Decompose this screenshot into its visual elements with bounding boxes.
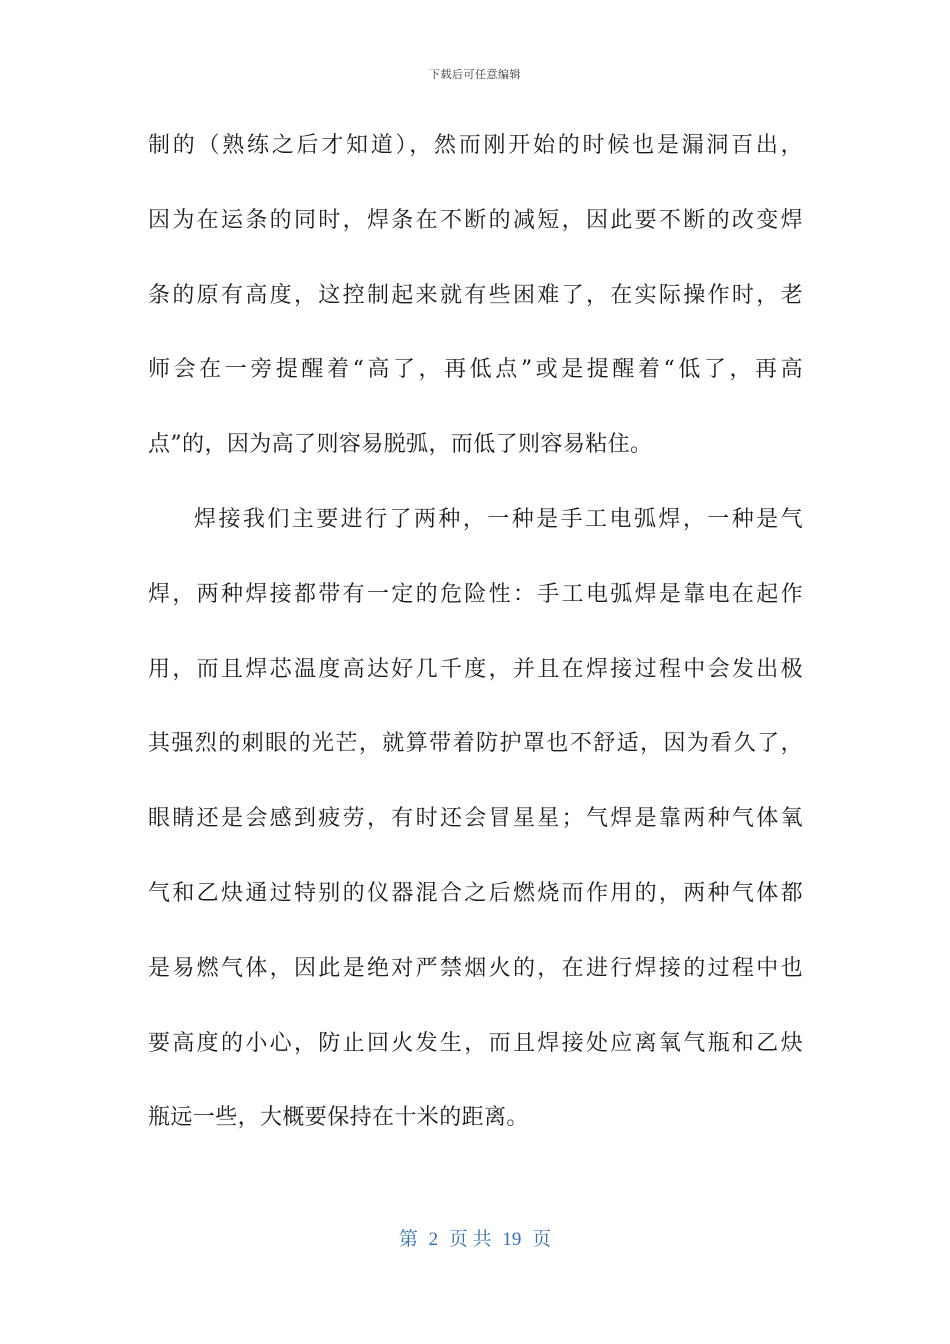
footer-middle: 页 共 bbox=[448, 1229, 492, 1250]
footer-prefix: 第 bbox=[398, 1229, 418, 1250]
text-line: 瓶远一些，大概要保持在十米的距离。 bbox=[148, 1105, 529, 1131]
current-page-number: 2 bbox=[428, 1229, 439, 1250]
text-line: 条的原有高度，这控制起来就有些困难了，在实际操作时，老 bbox=[148, 282, 803, 308]
paragraph-first-line: 焊接我们主要进行了两种，一种是手工电弧焊，一种是气 bbox=[194, 506, 803, 532]
text-line: 师会在一旁提醒着“高了，再低点”或是提醒着“低了，再高 bbox=[148, 357, 803, 383]
total-pages-number: 19 bbox=[502, 1229, 522, 1250]
text-line: 用，而且焊芯温度高达好几千度，并且在焊接过程中会发出极 bbox=[148, 656, 803, 682]
text-line: 焊，两种焊接都带有一定的危险性：手工电弧焊是靠电在起作 bbox=[148, 581, 803, 607]
footer-suffix: 页 bbox=[532, 1229, 552, 1250]
text-line: 是易燃气体，因此是绝对严禁烟火的，在进行焊接的过程中也 bbox=[148, 955, 803, 981]
text-line: 制的（熟练之后才知道），然而刚开始的时候也是漏洞百出， bbox=[148, 133, 803, 158]
text-line: 要高度的小心，防止回火发生，而且焊接处应离氧气瓶和乙炔 bbox=[148, 1030, 803, 1056]
text-line: 点”的，因为高了则容易脱弧，而低了则容易粘住。 bbox=[148, 432, 653, 458]
text-line: 其强烈的刺眼的光芒，就算带着防护罩也不舒适，因为看久了， bbox=[148, 731, 803, 757]
text-line: 气和乙炔通过特别的仪器混合之后燃烧而作用的，两种气体都 bbox=[148, 880, 803, 906]
page-header: 下载后可任意编辑 bbox=[429, 68, 521, 81]
text-line: 因为在运条的同时，焊条在不断的减短，因此要不断的改变焊 bbox=[148, 207, 803, 233]
text-line: 眼睛还是会感到疲劳，有时还会冒星星；气焊是靠两种气体氧 bbox=[148, 806, 803, 832]
document-body bbox=[148, 122, 803, 1169]
page-footer bbox=[0, 1224, 950, 1251]
